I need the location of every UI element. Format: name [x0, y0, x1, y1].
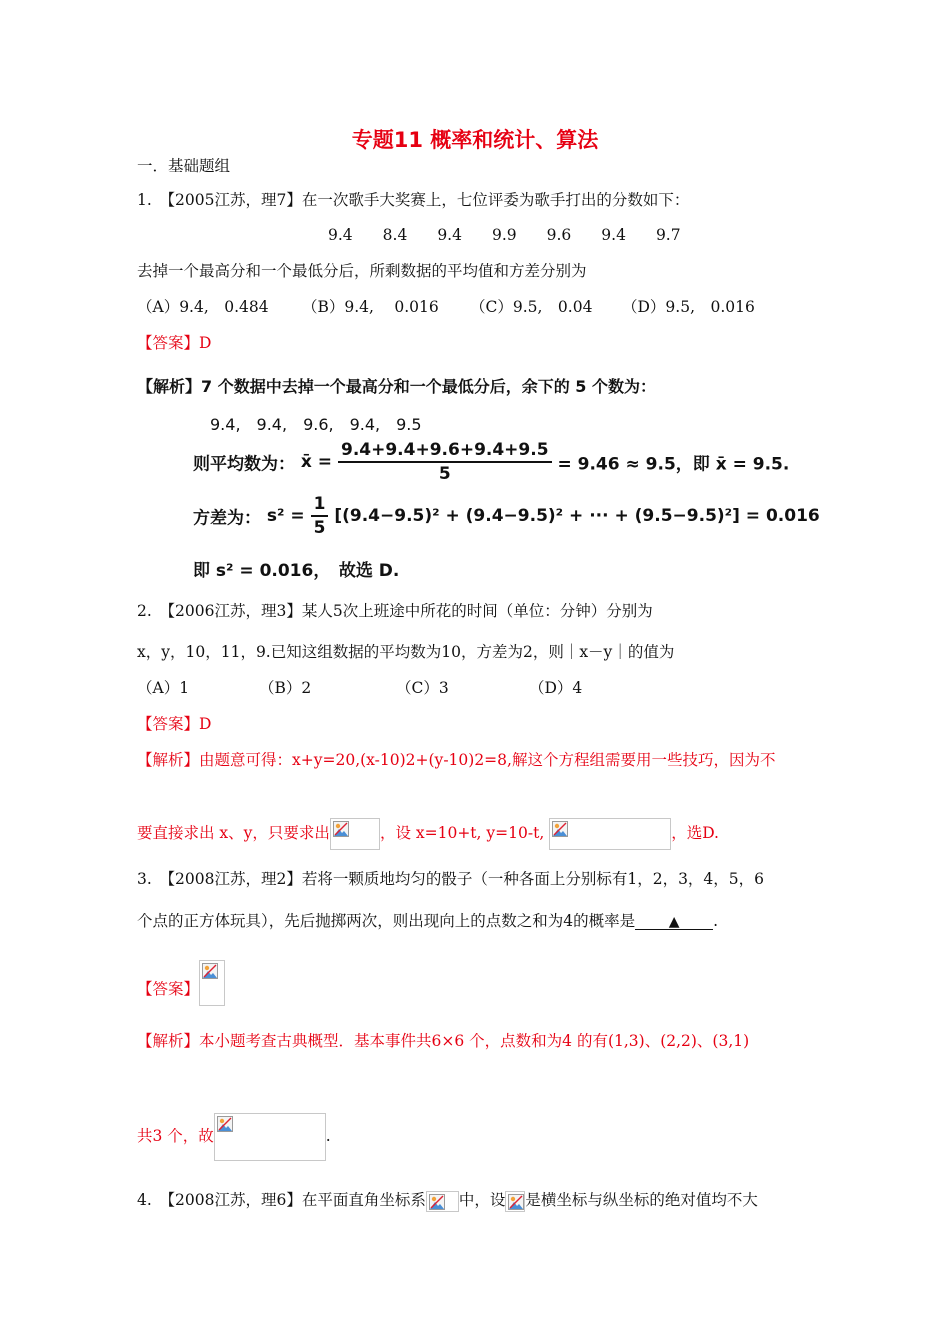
q3-analysis-text-2b: . — [325, 1127, 331, 1145]
q3-analysis-text-1: 本小题考查古典概型．基本事件共6×6 个，点数和为4 的有(1,3)、(2,2)、(3,1) — [199, 1032, 750, 1050]
answer-image-placeholder — [199, 960, 225, 1006]
q1-option-c: （C）9.5, 0.04 — [470, 298, 593, 316]
q1-remaining-data: 9.4, 9.4, 9.6, 9.4, 9.5 — [210, 415, 422, 434]
q1-analysis-text: 7 个数据中去掉一个最高分和一个最低分后，余下的 5 个数为： — [201, 377, 656, 396]
conclusion-suffix: ， 故选 D. — [313, 561, 400, 581]
q2-option-d: （D）4 — [529, 679, 583, 697]
q1-analysis-intro — [137, 374, 656, 397]
q1-question: 去掉一个最高分和一个最低分后，所剩数据的平均值和方差分别为 — [137, 262, 587, 280]
q2-analysis-text-2c: ，选D. — [671, 824, 719, 842]
q2-analysis-text-2b: ，设 x=10+t, y=10-t, — [379, 824, 545, 842]
answer-value: D — [199, 715, 212, 733]
mean-label: 则平均数为： — [193, 454, 295, 475]
broken-image-icon — [508, 1194, 524, 1210]
analysis-label: 【解析】 — [137, 751, 200, 769]
analysis-label: 【解析】 — [137, 1032, 200, 1050]
mean-numerator: 9.4+9.4+9.6+9.4+9.5 — [338, 440, 552, 463]
formula-image-placeholder — [426, 1191, 459, 1212]
variance-lhs: s² = — [266, 506, 305, 526]
q2-option-b: （B）2 — [259, 679, 312, 697]
q1-stem: 1. 【2005江苏，理7】在一次歌手大奖赛上，七位评委为歌手打出的分数如下： — [137, 191, 690, 209]
broken-image-icon — [202, 963, 218, 979]
formula-image-placeholder — [549, 818, 671, 850]
page-title: 专题11 概率和统计、算法 — [351, 128, 599, 152]
q1-score: 8.4 — [382, 226, 408, 244]
q3-analysis-text-2a: 共3 个，故 — [137, 1127, 214, 1145]
q4-stem-text-c: 是横坐标与纵坐标的绝对值均不大 — [525, 1191, 758, 1209]
section-heading: 一．基础题组 — [137, 157, 231, 175]
answer-label: 【答案】 — [137, 980, 200, 998]
q1-score: 9.7 — [655, 226, 681, 244]
q2-option-a: （A）1 — [137, 679, 190, 697]
analysis-label: 【解析】 — [137, 377, 202, 396]
q3-stem-end: . — [713, 912, 719, 930]
answer-label: 【答案】 — [137, 334, 200, 352]
formula-image-placeholder — [330, 818, 380, 850]
variance-rhs: [(9.4−9.5)² + (9.4−9.5)² + ··· + (9.5−9.5)²] = 0.016 — [334, 506, 820, 526]
q3-answer — [137, 966, 225, 1012]
q1-score: 9.4 — [328, 226, 353, 244]
q1-option-a: （A）9.4, 0.484 — [137, 298, 269, 316]
q2-stem: 2. 【2006江苏，理3】某人5次上班途中所花的时间（单位：分钟）分别为 — [137, 602, 653, 620]
mean-rhs: = 9.46 ≈ 9.5，即 x̄ = 9.5. — [557, 454, 790, 475]
q4-stem-text-b: 中，设 — [458, 1191, 506, 1209]
formula-image-placeholder — [214, 1113, 326, 1161]
q2-answer — [137, 714, 211, 734]
q3-stem-line-1: 3. 【2008江苏，理2】若将一颗质地均匀的骰子（一种各面上分别标有1，2，3，4，5，6 — [137, 870, 765, 888]
q1-score: 9.6 — [546, 226, 572, 244]
conclusion-expression: s² = 0.016 — [215, 561, 314, 581]
q1-conclusion — [193, 556, 399, 581]
q1-answer — [137, 333, 211, 353]
broken-image-icon — [552, 821, 568, 837]
conclusion-prefix: 即 — [193, 561, 210, 581]
q1-variance-formula — [193, 494, 820, 538]
q1-score: 9.9 — [491, 226, 517, 244]
q3-stem-line-2 — [137, 911, 718, 931]
answer-label: 【答案】 — [137, 715, 200, 733]
q2-analysis-line-2 — [137, 816, 719, 850]
q3-analysis-line-2 — [137, 1112, 331, 1161]
q1-mean-formula — [193, 440, 789, 484]
q2-option-c: （C）3 — [396, 679, 449, 697]
q1-option-b: （B）9.4, 0.016 — [302, 298, 439, 316]
mean-fraction — [338, 440, 552, 484]
variance-coef-numerator: 1 — [311, 494, 329, 517]
q2-analysis-text-2a: 要直接求出 x、y，只要求出 — [137, 824, 330, 842]
variance-label: 方差为： — [193, 508, 261, 529]
q2-data-line: x，y，10，11，9.已知这组数据的平均数为10，方差为2，则｜x－y｜的值为 — [137, 643, 675, 661]
q1-options — [137, 297, 755, 317]
q2-options — [137, 678, 582, 698]
q2-analysis-text-1: 由题意可得：x+y=20,(x-10)2+(y-10)2=8,解这个方程组需要用一些技巧，因为不 — [199, 751, 776, 769]
q1-scores — [328, 225, 711, 245]
broken-image-icon — [217, 1116, 233, 1132]
variance-coef-denominator: 5 — [313, 518, 326, 538]
q1-score: 9.4 — [437, 226, 462, 244]
answer-blank — [635, 911, 713, 930]
q4-stem — [137, 1189, 758, 1212]
mean-denominator: 5 — [438, 464, 451, 484]
answer-value: D — [199, 334, 212, 352]
variance-coefficient — [311, 494, 329, 538]
q3-analysis-line-1 — [137, 1031, 749, 1051]
broken-image-icon — [429, 1194, 445, 1210]
mean-lhs: x̄ = — [300, 452, 333, 472]
formula-image-placeholder — [505, 1191, 525, 1212]
broken-image-icon — [333, 821, 349, 837]
q3-stem-text: 个点的正方体玩具），先后抛掷两次，则出现向上的点数之和为4的概率是 — [137, 912, 636, 930]
q1-option-d: （D）9.5, 0.016 — [622, 298, 755, 316]
q1-score: 9.4 — [601, 226, 626, 244]
q2-analysis-line-1 — [137, 750, 775, 770]
triangle-marker: ▲ — [668, 914, 680, 930]
q4-stem-text-a: 4. 【2008江苏，理6】在平面直角坐标系 — [137, 1191, 426, 1209]
